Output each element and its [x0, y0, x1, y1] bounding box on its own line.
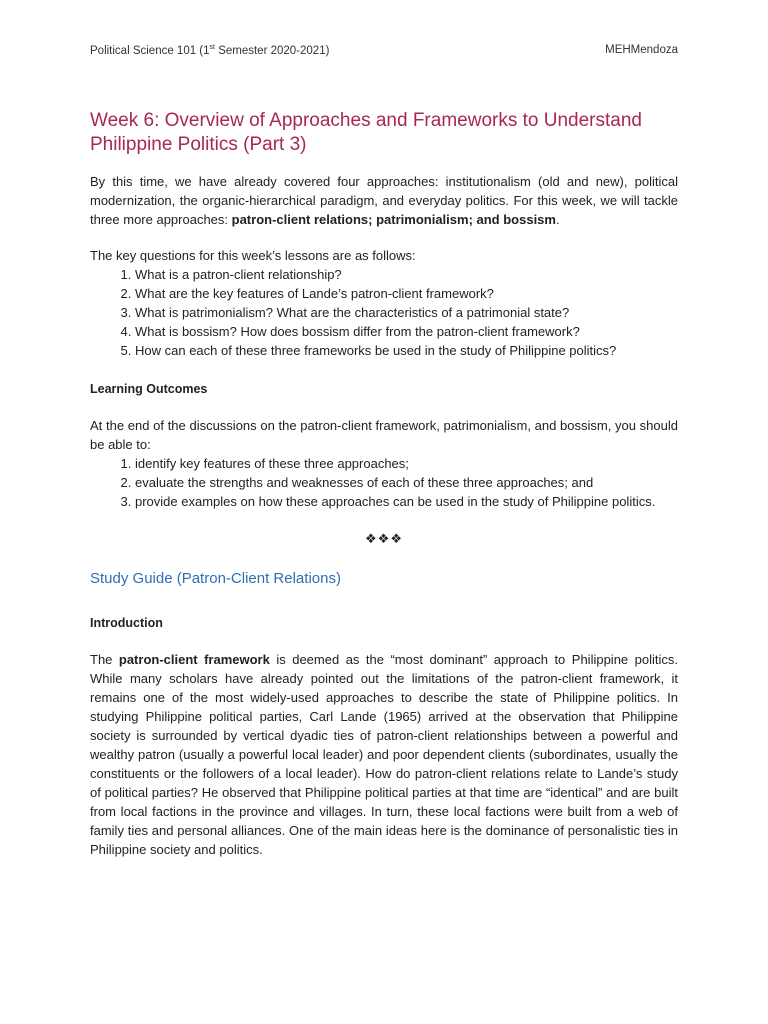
page-header [90, 44, 678, 57]
key-questions-list [90, 265, 678, 360]
list-item: 3. What is patrimonialism? What are the characteristics of a patrimonial state? [135, 303, 678, 322]
learning-outcomes-list [90, 454, 678, 511]
page-title: Week 6: Overview of Approaches and Frameworks to Understand Philippine Politics (Part 3) [90, 110, 642, 155]
list-item: 4. What is bossism? How does bossism differ from the patron-client framework? [135, 322, 678, 341]
introduction-heading: Introduction [90, 616, 163, 630]
list-item: 2. What are the key features of Lande’s patron-client framework? [135, 284, 678, 303]
list-item: 5. How can each of these three frameworks be used in the study of Philippine politics? [135, 341, 678, 360]
course-label: Political Science 101 (1st Semester 2020-2021) [90, 44, 330, 57]
study-guide-title: Study Guide (Patron-Client Relations) [90, 570, 341, 587]
list-item: 1. identify key features of these three approaches; [135, 454, 678, 473]
section-divider: ❖❖❖ [365, 531, 403, 546]
intro-paragraph: By this time, we have already covered four approaches: institutionalism (old and new), political modernization, the organic-hierarchical paradigm, and everyday politics. For this week, we will tackle three more approaches: patron-client relations; patrimonialism; and bossism. [90, 174, 678, 227]
key-questions-lead: The key questions for this week’s lessons are as follows: [90, 248, 416, 263]
author-label: MEHMendoza [605, 44, 678, 56]
learning-outcomes-heading: Learning Outcomes [90, 382, 208, 396]
introduction-paragraph: The patron-client framework is deemed as the “most dominant” approach to Philippine politics. While many scholars have already pointed out the limitations of the patron-client framework, it remains one of the most widely-used approaches to describe the state of Philippine politics. In studying Philippine political parties, Carl Lande (1965) arrived at the observation that Philippine society is surrounded by vertical dyadic ties of patron-client relationships between a powerful and wealthy patron (usually a powerful local leader) and poor dependent clients (subordinates, usually the constituents or the followers of a local leader). How do patron-client relations relate to Lande’s study of political parties? He observed that Philippine political parties at that time are “identical” and are built from local factions in the province and villages. In turn, these local factions were built from a web of family ties and personal alliances. One of the main ideas here is the dominance of personalistic ties in Philippine society and politics. [90, 652, 678, 857]
list-item: 3. provide examples on how these approaches can be used in the study of Philippine politics. [135, 492, 678, 511]
list-item: 2. evaluate the strengths and weaknesses of each of these three approaches; and [135, 473, 678, 492]
list-item: 1. What is a patron-client relationship? [135, 265, 678, 284]
learning-outcomes-lead: At the end of the discussions on the patron-client framework, patrimonialism, and bossism, you should be able to: [90, 418, 678, 452]
